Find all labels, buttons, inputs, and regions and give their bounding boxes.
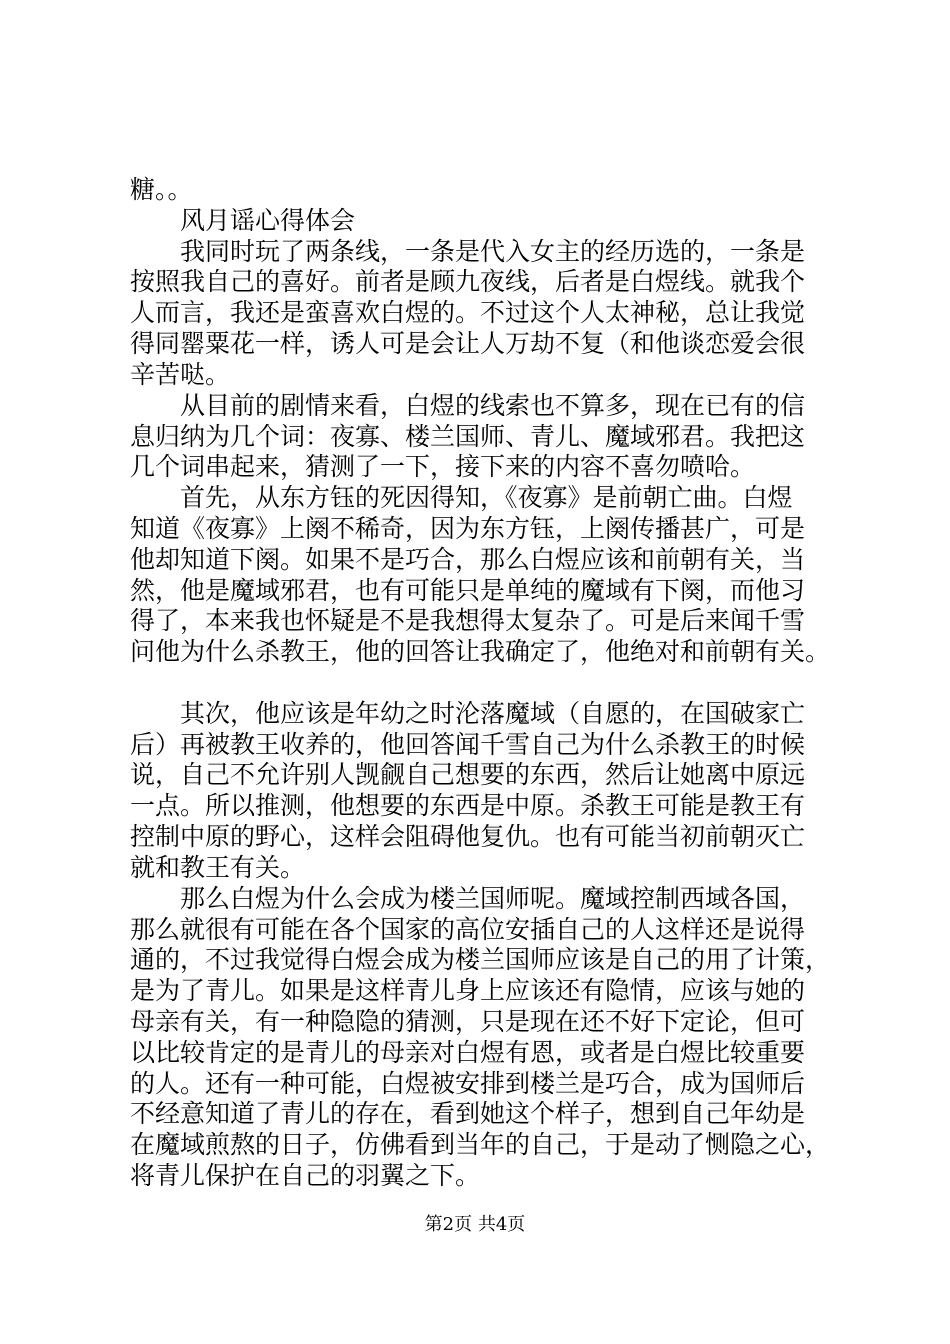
text-line: 然，他是魔域邪君，也有可能只是单纯的魔域有下阕，而他习 bbox=[130, 576, 806, 605]
text-line: 从目前的剧情来看，白煜的线索也不算多，现在已有的信 bbox=[130, 391, 806, 420]
text-line: 那么白煜为什么会成为楼兰国师呢。魔域控制西域各国， bbox=[130, 884, 806, 913]
text-line: 母亲有关，有一种隐隐的猜测，只是现在还不好下定论，但可 bbox=[130, 1007, 806, 1036]
text-line: 知道《夜寡》上阕不稀奇，因为东方钰，上阕传播甚广，可是 bbox=[130, 514, 806, 543]
text-line: 几个词串起来，猜测了一下，接下来的内容不喜勿喷哈。 bbox=[130, 452, 756, 481]
text-line: 控制中原的野心，这样会阻碍他复仇。也有可能当初前朝灭亡 bbox=[130, 822, 806, 851]
text-line: 是为了青儿。如果是这样青儿身上应该还有隐情，应该与她的 bbox=[130, 976, 806, 1005]
section-title: 风月谣心得体会 bbox=[130, 206, 356, 235]
text-line: 糖。。 bbox=[130, 175, 193, 204]
text-line: 息归纳为几个词：夜寡、楼兰国师、青儿、魔域邪君。我把这 bbox=[130, 422, 806, 451]
page-footer: 第2页 共4页 bbox=[424, 1214, 526, 1235]
text-line: 一点。所以推测，他想要的东西是中原。杀教王可能是教王有 bbox=[130, 791, 806, 820]
text-line: 其次，他应该是年幼之时沦落魔域（自愿的，在国破家亡 bbox=[130, 699, 806, 728]
text-line: 得了，本来我也怀疑是不是我想得太复杂了。可是后来闻千雪 bbox=[130, 606, 806, 635]
text-line: 的人。还有一种可能，白煜被安排到楼兰是巧合，成为国师后 bbox=[130, 1069, 806, 1098]
text-line: 后）再被教王收养的，他回答闻千雪自己为什么杀教王的时候 bbox=[130, 730, 806, 759]
text-line: 按照我自己的喜好。前者是顾九夜线，后者是白煜线。就我个 bbox=[130, 267, 806, 296]
text-line: 他却知道下阕。如果不是巧合，那么白煜应该和前朝有关，当 bbox=[130, 545, 806, 574]
text-line: 在魔域煎熬的日子，仿佛看到当年的自己，于是动了恻隐之心， bbox=[130, 1130, 831, 1159]
text-line: 就和教王有关。 bbox=[130, 853, 306, 882]
text-line: 以比较肯定的是青儿的母亲对白煜有恩，或者是白煜比较重要 bbox=[130, 1038, 806, 1067]
text-line: 得同罂粟花一样，诱人可是会让人万劫不复（和他谈恋爱会很 bbox=[130, 329, 806, 358]
text-line: 不经意知道了青儿的存在，看到她这个样子，想到自己年幼是 bbox=[130, 1099, 806, 1128]
text-line: 说，自己不允许别人觊觎自己想要的东西，然后让她离中原远 bbox=[130, 760, 806, 789]
text-line: 那么就很有可能在各个国家的高位安插自己的人这样还是说得 bbox=[130, 915, 806, 944]
text-line: 通的，不过我觉得白煜会成为楼兰国师应该是自己的用了计策， bbox=[130, 945, 831, 974]
text-line: 人而言，我还是蛮喜欢白煜的。不过这个人太神秘，总让我觉 bbox=[130, 298, 806, 327]
text-line: 将青儿保护在自己的羽翼之下。 bbox=[130, 1161, 481, 1190]
text-line: 首先，从东方钰的死因得知，《夜寡》是前朝亡曲。白煜 bbox=[130, 483, 793, 512]
text-line: 问他为什么杀教王，他的回答让我确定了，他绝对和前朝有关。 bbox=[130, 637, 831, 666]
text-line: 辛苦哒。 bbox=[130, 360, 231, 389]
text-line: 我同时玩了两条线，一条是代入女主的经历选的，一条是 bbox=[130, 237, 806, 266]
